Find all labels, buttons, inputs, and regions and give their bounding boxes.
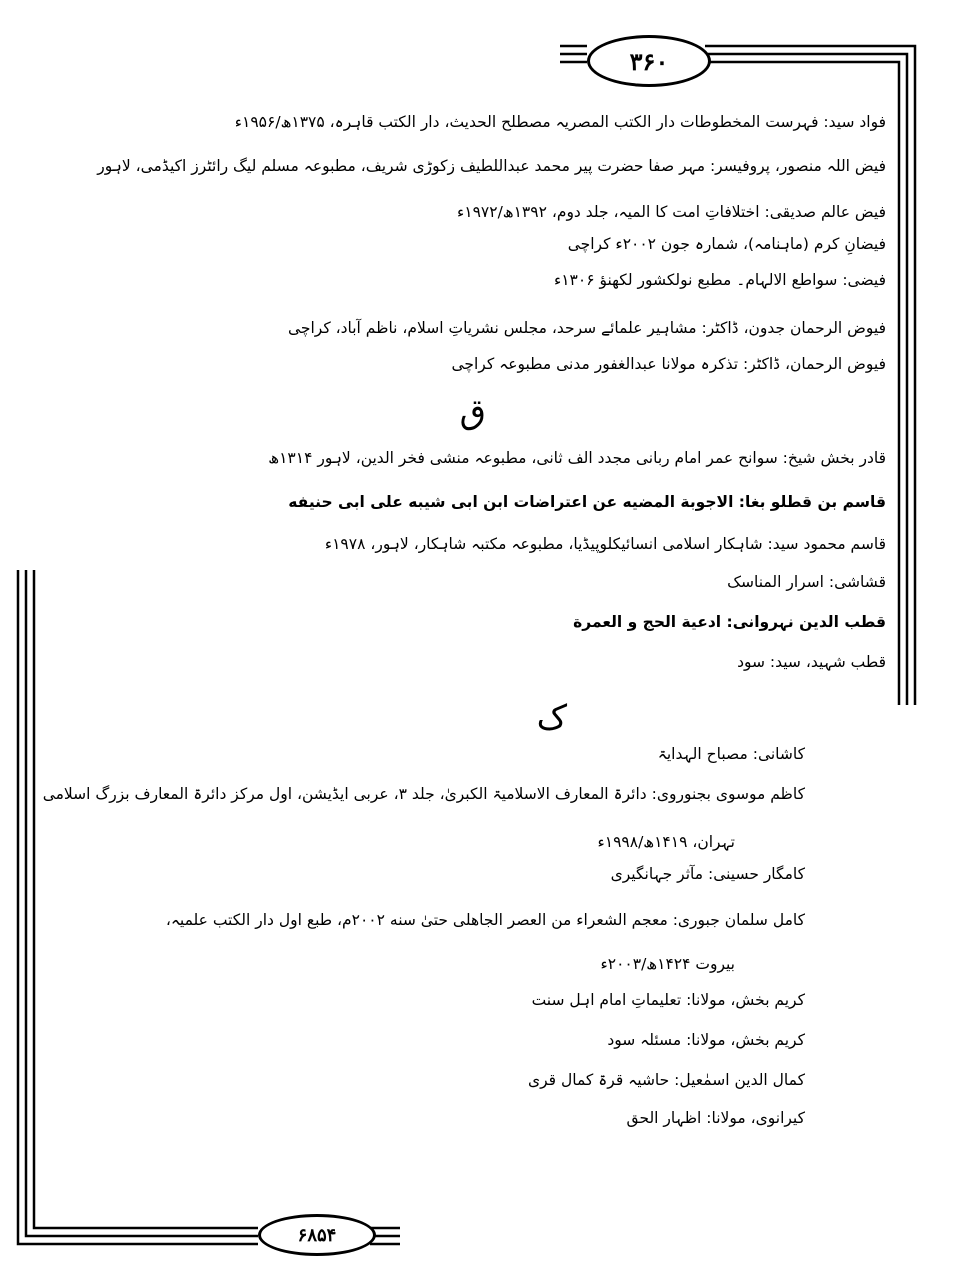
bibliography-entry: کریم بخش، مولانا: مسئلہ سود (607, 1031, 805, 1049)
bibliography-entry: کامگار حسینی: مآثر جہانگیری (610, 865, 805, 883)
bibliography-entry: قطب الدین نہروانی: ادعية الحج و العمرة (573, 613, 886, 631)
bibliography-entry: کاشانی: مصباح الہدایۃ (657, 745, 805, 763)
bibliography-entry: کیرانوی، مولانا: اظہار الحق (626, 1109, 805, 1127)
section-heading-qaf: ق (459, 392, 486, 432)
bibliography-entry: کامل سلمان جبوری: معجم الشعراء من العصر الجاهلی حتیٰ سنه ۲۰۰۲م، طبع اول دار الکتب علمیہ، (165, 911, 805, 929)
bibliography-entry: فیوض الرحمان، ڈاکٹر: تذکرہ مولانا عبدالغفور مدنی مطبوعہ کراچی (451, 355, 886, 373)
bibliography-entry: فیوض الرحمان جدون، ڈاکٹر: مشاہیر علمائے سرحد، مجلس نشریاتِ اسلام، ناظم آباد، کراچی (287, 319, 886, 337)
bibliography-entry: کاظم موسوی بجنوروی: دائرۃ المعارف الاسلامیۃ الکبریٰ، جلد ۳، عربی ایڈیشن، اول مرکز دائرۃ المعارف بزرگ اسلامی (42, 785, 805, 803)
bibliography-entry: قطب شہید، سید: سود (737, 653, 886, 671)
section-heading-kaf: ک (536, 698, 567, 738)
page-number-top: ۳۶۰ (587, 35, 711, 87)
bibliography-entry: فیض عالم صدیقی: اختلافاتِ امت کا المیہ، جلد دوم، ۱۳۹۲ھ/۱۹۷۲ء (456, 203, 886, 221)
bibliography-entry: کریم بخش، مولانا: تعلیماتِ امام اہل سنت (531, 991, 805, 1009)
bibliography-entry: فواد سید: فہرست المخطوطات دار الکتب المصریہ مصطلح الحدیث، دار الکتب قاہرہ، ۱۳۷۵ھ/۱۹۵۶ء (234, 113, 886, 131)
entries-fa-section (97, 98, 886, 718)
bibliography-entry: قادر بخش شیخ: سوانح عمر امام ربانی مجدد الف ثانی، مطبوعہ منشی فخر الدین، لاہور ۱۳۱۴ھ (268, 449, 886, 467)
page-number-bottom: ۶۸۵۴ (258, 1214, 376, 1256)
bibliography-entry: فیضانِ کرم (ماہنامہ)، شمارہ جون ۲۰۰۲ء کراچی (567, 235, 886, 253)
bibliography-entry: بیروت ۱۴۲۴ھ/۲۰۰۳ء (600, 955, 735, 973)
bibliography-entry: کمال الدین اسمٰعیل: حاشیہ قرۃ کمال قری (527, 1071, 805, 1089)
bibliography-entry: تہران، ۱۴۱۹ھ/۱۹۹۸ء (597, 833, 735, 851)
bibliography-entry: فیض اللہ منصور، پروفیسر: مہر صفا حضرت پیر محمد عبداللطیف زکوڑی شریف، مطبوعہ مسلم لیگ رائٹرز اکیڈمی، لاہور (97, 157, 886, 175)
entries-kaf-section (42, 698, 805, 1180)
bibliography-entry: فیضی: سواطع الالہام۔ مطبع نولکشور لکھنؤ ۱۳۰۶ء (553, 271, 886, 289)
bibliography-entry: قشاشی: اسرار المناسک (727, 573, 886, 591)
bibliography-entry: قاسم محمود سید: شاہکار اسلامی انسائیکلوپیڈیا، مطبوعہ مکتبہ شاہکار، لاہور، ۱۹۷۸ء (324, 535, 886, 553)
bibliography-entry: قاسم بن قطلو بغا: الاجوبة المضيه عن اعتراضات ابن ابی شیبه علی ابی حنیفه (288, 493, 886, 511)
